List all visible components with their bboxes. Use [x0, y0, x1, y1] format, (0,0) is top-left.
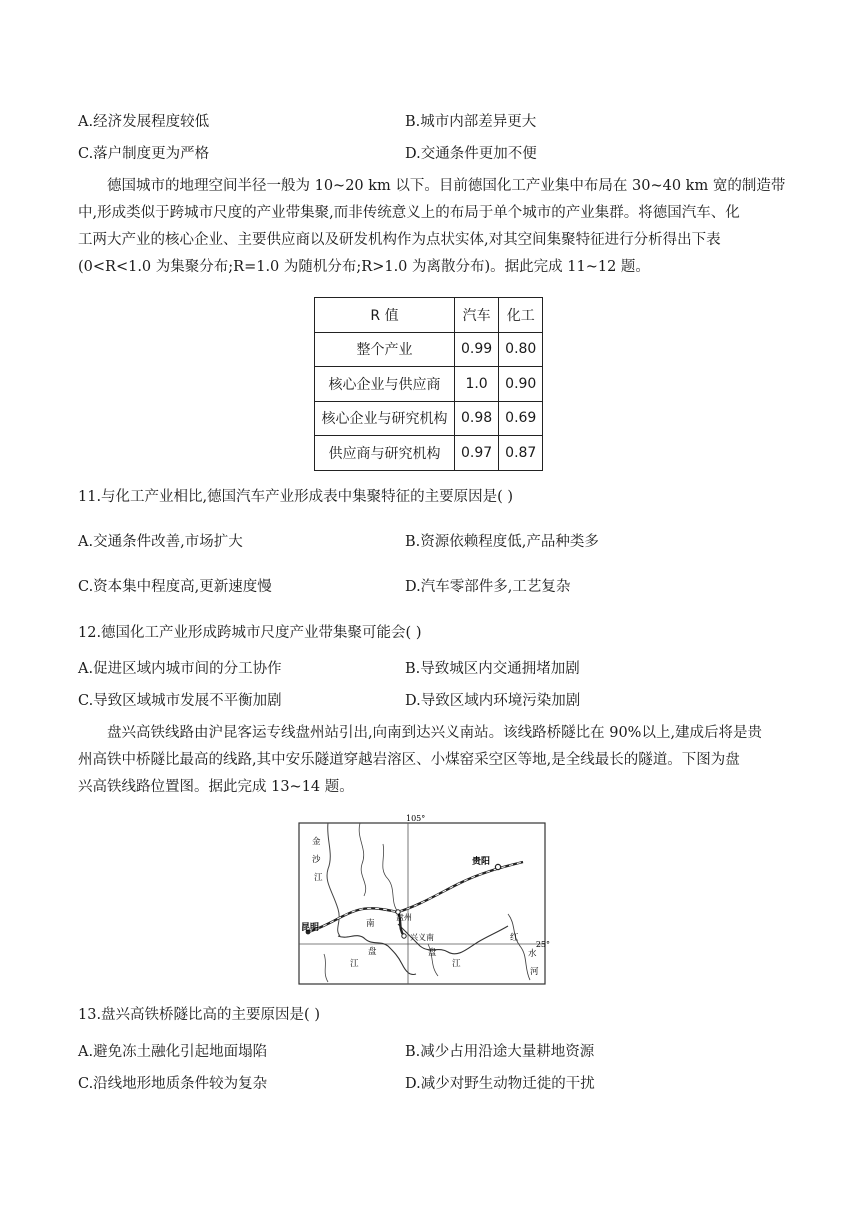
q10-option-a: A.经济发展程度较低	[78, 114, 210, 130]
q11-option-d: D.汽车零部件多,工艺复杂	[405, 579, 571, 595]
city-panzhou: 盘州	[396, 913, 412, 922]
city-xingyinan: 兴义南	[410, 933, 434, 942]
q12-stem: 12.德国化工产业形成跨城市尺度产业带集聚可能会( )	[78, 625, 422, 641]
passage1-line2: 中,形成类似于跨城市尺度的产业带集聚,而非传统意义上的布局于单个城市的产业集群。将德国汽车、化	[78, 205, 740, 221]
table-header-cell: 化工	[499, 298, 543, 333]
label-jiang-2: 江	[350, 959, 359, 969]
q10-option-b: B.城市内部差异更大	[405, 114, 537, 130]
table-header-cell: 汽车	[455, 298, 499, 333]
table-header-row	[315, 298, 543, 333]
label-nan: 南	[366, 919, 375, 929]
q11-option-b: B.资源依赖程度低,产品种类多	[405, 534, 599, 550]
label-pan-2: 盘	[428, 948, 437, 958]
label-shui: 水	[528, 949, 537, 959]
xingyinan-marker	[402, 934, 406, 938]
table-cell: 0.97	[455, 436, 499, 471]
passage2-line3: 兴高铁线路位置图。据此完成 13~14 题。	[78, 779, 354, 795]
passage1-line3: 工两大产业的核心企业、主要供应商以及研发机构作为点状实体,对其空间集聚特征进行分析得出下表	[78, 232, 721, 248]
passage2-line1: 盘兴高铁线路由沪昆客运专线盘州站引出,向南到达兴义南站。该线路桥隧比在 90%以上,建成后将是贵	[107, 725, 763, 741]
label-hong: 红	[510, 933, 519, 943]
city-guiyang: 贵阳	[472, 857, 491, 867]
table-row	[315, 367, 543, 402]
table-row	[315, 332, 543, 367]
passage1-line4: (0<R<1.0 为集聚分布;R=1.0 为随机分布;R>1.0 为离散分布)。据此完成 11~12 题。	[78, 259, 650, 275]
lon-label: 105°	[406, 814, 426, 823]
table-header-cell: R 值	[315, 298, 455, 333]
label-jin: 金	[312, 837, 321, 847]
r-value-table	[314, 297, 543, 471]
table-row	[315, 401, 543, 436]
q12-option-d: D.导致区域内环境污染加剧	[405, 693, 581, 709]
lat-label: 25°	[535, 940, 550, 949]
table-cell: 0.98	[455, 401, 499, 436]
q13-option-b: B.减少占用沿途大量耕地资源	[405, 1044, 595, 1060]
label-he: 河	[530, 967, 539, 977]
table-cell: 0.87	[499, 436, 543, 471]
q13-option-d: D.减少对野生动物迁徙的干扰	[405, 1076, 595, 1092]
city-kunming: 昆明	[301, 923, 320, 933]
table-row	[315, 436, 543, 471]
q12-option-b: B.导致城区内交通拥堵加剧	[405, 661, 580, 677]
label-jiang-1: 江	[314, 873, 323, 883]
table-cell: 0.69	[499, 401, 543, 436]
table-cell: 0.90	[499, 367, 543, 402]
q12-option-a: A.促进区域内城市间的分工协作	[78, 661, 282, 677]
railway-location-map	[298, 814, 550, 986]
q13-option-a: A.避免冻土融化引起地面塌陷	[78, 1044, 268, 1060]
q11-option-c: C.资本集中程度高,更新速度慢	[78, 579, 272, 595]
passage2-line2: 州高铁中桥隧比最高的线路,其中安乐隧道穿越岩溶区、小煤窑采空区等地,是全线最长的隧道。下图为盘	[78, 752, 740, 768]
passage1-line1: 德国城市的地理空间半径一般为 10~20 km 以下。目前德国化工产业集中布局在 30~40 km 宽的制造带	[107, 178, 786, 194]
q12-option-c: C.导致区域城市发展不平衡加剧	[78, 693, 282, 709]
q11-option-a: A.交通条件改善,市场扩大	[78, 534, 243, 550]
q11-stem: 11.与化工产业相比,德国汽车产业形成表中集聚特征的主要原因是( )	[78, 489, 514, 505]
q10-option-d: D.交通条件更加不便	[405, 146, 537, 162]
table-cell: 0.99	[455, 332, 499, 367]
label-pan-1: 盘	[368, 947, 377, 957]
table-cell: 供应商与研究机构	[315, 436, 455, 471]
q13-stem: 13.盘兴高铁桥隧比高的主要原因是( )	[78, 1007, 320, 1023]
table-cell: 整个产业	[315, 332, 455, 367]
q13-option-c: C.沿线地形地质条件较为复杂	[78, 1076, 268, 1092]
table-cell: 核心企业与供应商	[315, 367, 455, 402]
table-cell: 0.80	[499, 332, 543, 367]
q10-option-c: C.落户制度更为严格	[78, 146, 210, 162]
guiyang-marker	[495, 864, 500, 869]
table-cell: 核心企业与研究机构	[315, 401, 455, 436]
table-cell: 1.0	[455, 367, 499, 402]
label-jiang-3: 江	[452, 959, 461, 969]
label-sha: 沙	[312, 855, 321, 865]
